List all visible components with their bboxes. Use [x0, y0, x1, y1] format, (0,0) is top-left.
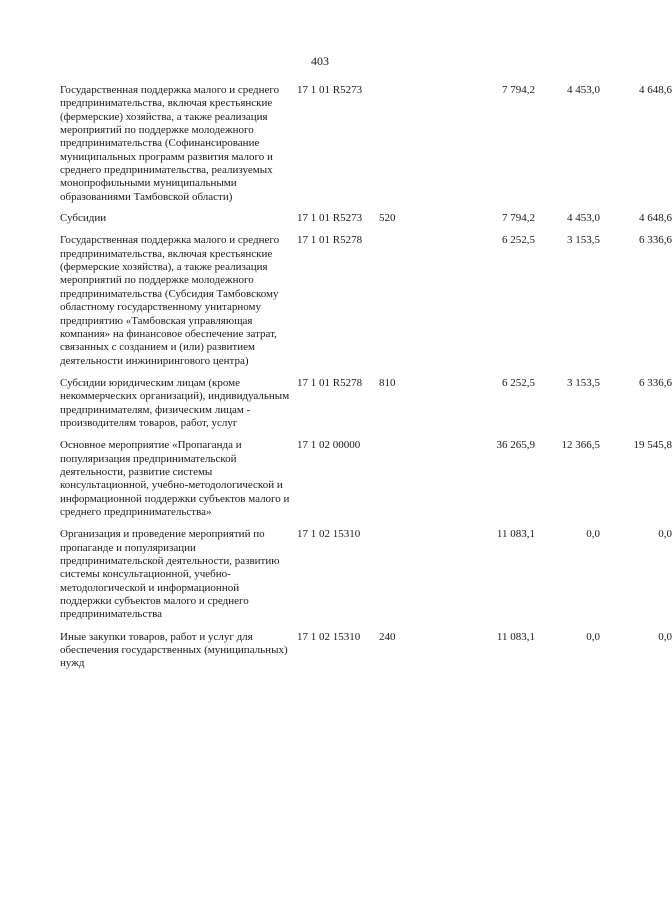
row-code: 17 1 02 00000 [297, 439, 361, 452]
row-code: 17 1 02 15310 [297, 630, 361, 643]
table-row [60, 212, 672, 225]
row-expense-type: 520 [379, 212, 396, 225]
row-code: 17 1 01 R5273 [297, 84, 363, 96]
row-description: Субсидии юридическим лицам (кроме некоммерческих организаций), индивидуальным предпринимателям, физическим лицам - производителям товаров, работ, услуг [60, 376, 290, 429]
row-description: Государственная поддержка малого и среднего предпринимательства, включая крестьянские (фермерские хозяйства), а также реализация мероприятий по поддержке молодежного предпринимательства (Субсидия Тамбовскому областному государственному унитарному предприятию «Тамбовская управляющая компания» на финансовое обеспечение затрат, связанных с созданием и (или) развитием деятельности инжинирингового центра) [60, 234, 280, 367]
table-row [60, 234, 672, 367]
row-code: 17 1 01 R5278 [297, 376, 363, 389]
row-value-1: 6 252,5 [502, 376, 535, 389]
row-value-1: 36 265,9 [496, 439, 535, 452]
row-value-1: 11 083,1 [496, 528, 535, 541]
row-value-3: 4 648,6 [639, 212, 672, 225]
table-row [60, 439, 672, 519]
row-expense-type: 810 [379, 376, 396, 389]
row-value-3: 6 336,6 [639, 376, 672, 389]
row-value-3: 19 545,8 [633, 439, 672, 452]
row-code: 17 1 01 R5278 [297, 234, 363, 247]
row-expense-type: 240 [379, 630, 396, 643]
row-description: Организация и проведение мероприятий по пропаганде и популяризации предпринимательской деятельности, развитию системы консультационной, учебно-методологической и информационной поддержки субъектов малого и среднего предпринимательства [60, 528, 280, 621]
row-value-2: 12 366,5 [561, 439, 600, 452]
row-value-2: 0,0 [586, 630, 600, 643]
row-value-1: 7 794,2 [502, 212, 535, 225]
row-value-2: 0,0 [586, 528, 600, 541]
row-value-2: 3 153,5 [567, 234, 600, 247]
row-value-3: 6 336,6 [639, 234, 672, 247]
table-row [60, 376, 672, 430]
row-value-2: 3 153,5 [567, 376, 600, 389]
table-row [60, 630, 672, 671]
row-value-3: 4 648,6 [639, 84, 672, 96]
row-value-1: 6 252,5 [502, 234, 535, 247]
row-value-3: 0,0 [658, 630, 672, 643]
row-description: Основное мероприятие «Пропаганда и популяризация предпринимательской деятельности, развитие системы консультационной, учебно-методологической и информационной поддержки субъектов малого и среднего предпринимательства» [60, 439, 290, 518]
table-row [60, 84, 672, 204]
row-value-2: 4 453,0 [567, 84, 600, 96]
row-description: Субсидии [60, 212, 107, 225]
row-value-2: 4 453,0 [567, 212, 600, 225]
row-value-3: 0,0 [658, 528, 672, 541]
row-value-1: 11 083,1 [496, 630, 535, 643]
table-row [60, 528, 672, 621]
row-code: 17 1 02 15310 [297, 528, 361, 541]
row-description: Государственная поддержка малого и среднего предпринимательства, включая крестьянские (фермерские) хозяйства, а также реализация мероприятий по поддержке молодежного предпринимательства (Софинансирование муниципальных программ развития малого и среднего предпринимательства, реализуемых монопрофильными муниципальными образованиями Тамбовской области) [60, 84, 280, 203]
row-description: Иные закупки товаров, работ и услуг для обеспечения государственных (муниципальных) нужд [60, 630, 288, 670]
row-code: 17 1 01 R5273 [297, 212, 363, 225]
row-value-1: 7 794,2 [502, 84, 535, 96]
page-number: 403 [311, 54, 329, 68]
budget-table [60, 84, 672, 680]
